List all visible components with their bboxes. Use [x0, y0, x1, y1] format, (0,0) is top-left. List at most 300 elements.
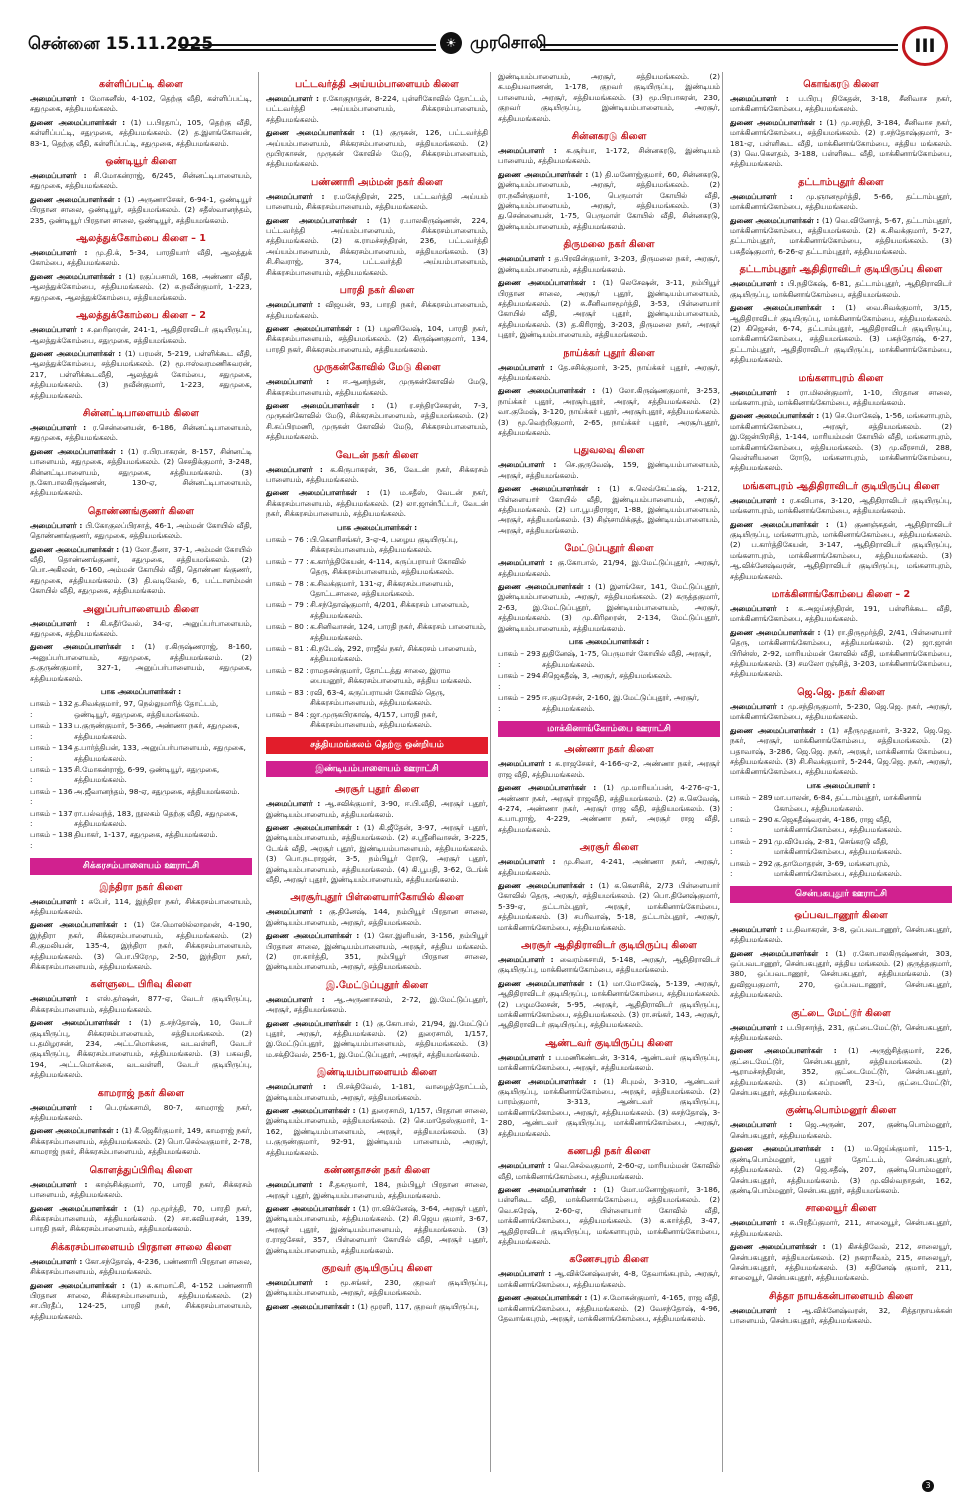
member-entry [266, 1302, 488, 1312]
member-entry [30, 994, 252, 1015]
role-label: துணை அமைப்பாளர்கள் : [498, 1293, 591, 1303]
branch-title: பட்டவர்த்தி அய்யம்பாளையம் கிளை [295, 79, 459, 90]
branch-title: ஆலத்துக்கோம்பை கிளை – 2 [76, 310, 206, 322]
member-details: (1) வை.சிவக்குமார், 3/15, ஆதிதிராவிடர் குடியிருப்பு, மாக்கினாங்கோம்பை, சத்தியமங்கலம். (2) கிஜெசன், 6-74, தட்டாம்புதூர், ஆதிதிராவிடர் குடியிருப்பு, மாக்கினாங்கோம்பை, சத்தியமங்கலம். (3) பசுந்தோஷ், 6-27, தட்டாம்புதூர், ஆதிதிராவிடர் குடியிருப்பு, மாக்கினாங்கோம்பை, சத்தியமங்கலம். [730, 303, 952, 365]
member-entry [730, 604, 952, 625]
member-details: கு.தினேஷ், 144, நம்பியூர் பிரதான சாலை, இண்டியம்பாளையம், அரசூர், சத்தியமங்கலம். [266, 907, 488, 927]
member-entry [498, 278, 720, 340]
branch-title: சின்னகரடு கிளை [571, 131, 647, 143]
branch-title: அரசூர் கிளை [579, 842, 639, 854]
member-details: இண்டியம்பாளையம், அரசூர், சத்தியமங்கலம். (2) க.மதியவாணன், 1-178, குறவர் குடியிருப்பு, இண்டியம் பாளையம், அரசூர், சத்தியமங்கலம். (3) மூ.பிரபாகரன், 230, குறவர் குடியிருப்பு, இண்டியம்பாளையம், அரசூர், சத்தியமங்கலம். [498, 72, 720, 123]
role-label: அமைப்பாளர் : [30, 1256, 86, 1266]
role-label: துணை அமைப்பாளர்கள் : [498, 582, 596, 592]
booth-row [266, 644, 488, 665]
booth-member: அ.ஜீவானந்தம், 98-ஏ, சதுமுகை, சத்தியமங்கலம். [74, 786, 240, 796]
section-banner: மாக்கினாங்கோம்பை ஊராட்சி [498, 721, 720, 737]
role-label: துணை அமைப்பாளர்கள் : [30, 117, 131, 127]
member-details: (1) பழனிவேஷ், 104, பாரதி நகர், சிக்கரசம்பாளையம், சத்தியமங்கலம். (2) கிருஷ்ணகுமார், 134, பாரதி நகர், சிக்கரசம்பாளையம், சத்தியமங்கலம். [266, 323, 488, 354]
branch-title: குண்டிபொம்மனூர் கிளை [785, 1105, 897, 1117]
role-label: அமைப்பாளர் : [730, 279, 788, 289]
member-details: (1) ர.பாலகிருஷ்ணன், 224, பட்டவர்த்தி அய்யம்பாளையம், சிக்கரசம்பாளையம், சத்தியமங்கலம். (2) க.ராமச்சந்திரன், 236, பட்டவர்த்தி அய்யம்பாளையம், சிக்கரசம்பாளையம், சத்தியமங்கலம். (3) சி.சிவராஜ், 374, பட்டவர்த்தி அய்யம்பாளையம், சிக்கரசம்பாளையம், சத்தியமங்கலம். [266, 215, 488, 277]
branch-title: பாரதி நகர் கிளை [339, 285, 415, 297]
member-details: (1) சதீருமுதுமார், 3-322, ஜெ.ஜெ. நகர், அரசூர், மாக்கினாங்கோம்பை, சத்தியமங்கலம். (2) பதாவாஷ், 3-286, ஜெ.ஜெ. நகர், அரசூர், மாக்கினாங் கோம்பை, சத்தியமங்கலம். (3) சி.சிவக்குமார், 5-244, ஜெ.ஜெ. நகர், அரசூர், மாக்கினாங்கோம்பை, சத்தியமங்கலம். [730, 725, 952, 777]
member-details: தே.சசிக்குமார், 3-25, நாய்க்கர் புதூர், அரசூர், சத்தியமங்கலம். [498, 362, 720, 382]
booth-member: துதினேஷ், 1-75, பெருமாள் கோயில் வீதி, அரசூர், சத்தியமங்கலம். [542, 649, 712, 669]
booth-number: பாகம் – 136 : [30, 786, 73, 807]
booth-member: ராமதசன்குமார், தோட்டத்து சாலை, இராம பையனூர், சிக்கரசம்பாளையம், சத்திய மங்கலம். [310, 665, 472, 686]
member-entry [266, 1278, 488, 1299]
member-details: (1) கி.ஜீதேன், 3-97, அரசூர் புதூர், இண்டியம்பாளையம், சத்தியமங்கலம். (2) ச.ஸ்ரீனிவாசன், 3-225, டேங்க் வீதி, அரசூர் புதூர், இண்டியம்பாளையம், சத்தியமங்கலம். (3) பொ.நடராஜன், 3-5, நம்பியூர் ரோடு, அரசூர் புதூர், இண்டியம்பாளையம், சத்தியமங்கலம். (4) கி.பூபதி, 3-62, டேங்க் வீதி, அரசூர் புதூர், இண்டியம்பாளையம், சத்தியமங்கலம். [266, 822, 488, 884]
member-details: கி.சுதீர்வேல், 34-ஏ, அனுப்பர்பாளையம், சதுமுகை, சத்தியமங்கலம். [30, 618, 252, 639]
role-label: துணை அமைப்பாளர்கள் : [730, 411, 822, 421]
role-label: அமைப்பாளர் : [498, 1161, 554, 1171]
member-entry [498, 72, 720, 124]
role-label: துணை அமைப்பாளர்கள் : [266, 822, 364, 832]
member-entry [266, 465, 488, 486]
role-label: அமைப்பாளர் : [498, 759, 556, 769]
branch-title: பண்ணாரி அம்மன் நகர் கிளை [311, 176, 443, 188]
member-details: பி.கோகுலப்பிரசாத், 46-1, அம்மன் கோயில் வீதி, தொண்ணங்குணர், சதுமுகை, சத்தியமங்கலம். [30, 520, 252, 541]
booth-row [266, 622, 488, 643]
member-details: (1) துரைசாமி, 1/157, பிரதான சாலை, இண்டியம்பாளையம், சத்தியமங்கலம். (2) செ.மாதேஸ்குமார், 1-162, இண்டியம்பாளையம், அரசூர், சத்தியமங்கலம். (3) ப.குருண்குமார், 92-91, இண்டியம் பாளையம், அரசூர், சத்தியமங்கலம். [266, 1106, 488, 1157]
booth-row [266, 710, 488, 731]
member-entry [266, 995, 488, 1016]
booth-heading: பாக அமைப்பாளர்கள் : [568, 637, 650, 647]
role-label: அமைப்பாளர் : [730, 495, 790, 505]
member-details: ப.பிரபு நிகேதன், 3-18, சீனிவாச நகர், மாக்கினாங்கோம்பை, சத்தியமங்கலம். [730, 94, 952, 114]
member-details: (1) ர.பிரபாகரன், 8-157, சின்னட்டி பாளையம், சதுமுகை, சத்தியமங்கலம். (2) செசதிக்குமார், 3-248, சின்னட்டிபாளையம், சதுமுகை, சத்தியமங்கலம். (3) ந.கோபாலகிருஷ்ணன், 130-ஏ, சின்னட்டிபாளையம், சத்தியமங்கலம். [30, 446, 252, 498]
member-details: (1) ர.கிருஷ்ணராஜ், 8-160, அனுப்பர்பாளையம், சதுமுகை, சத்தியமங்கலம். (2) த.குருண்குமார், 327-1, அனுப்பர்பாளையம், சதுமுகை, சத்தியமங்கலம். [30, 642, 252, 683]
member-entry [30, 171, 252, 192]
role-label: துணை அமைப்பாளர்கள் : [30, 1203, 134, 1213]
role-label: அமைப்பாளர் : [730, 1305, 802, 1315]
branch-title: சித்தா நாயக்கன்பாளையம் கிளை [768, 1290, 914, 1302]
member-details: க.அஜய்சந்திரன், 191, பள்ளிக்கூட வீதி, மாக்கினாங்கோம்பை, சத்தியமங்கலம். [730, 604, 952, 624]
branch-title: அண்ணா நகர் கிளை [564, 744, 654, 756]
booth-member: ரா.பல்வந்த், 183, நூலகம் தெற்கு வீதி, சதுமுகை, சத்தியமங்கலம். [74, 808, 238, 828]
member-entry [266, 94, 488, 125]
booth-row [266, 579, 488, 600]
member-entry [730, 520, 952, 582]
booth-row [30, 830, 252, 851]
role-label: அமைப்பாளர் : [498, 362, 559, 372]
branch-title: ஒப்பவடாணூர் கிளை [794, 909, 888, 921]
booth-member: ஜா.முருகபிரகாஷ், 4/157, பாரதி நகர், சிக்கரசம்பாளையம், சத்தியமங்கலம். [310, 709, 438, 729]
role-label: துணை அமைப்பாளர்கள் : [498, 1184, 604, 1194]
role-label: அமைப்பாளர் : [730, 1120, 805, 1130]
branch-title: வேடன் நகர் கிளை [335, 449, 419, 461]
booth-row [30, 699, 252, 720]
role-label: அமைப்பாளர் : [730, 94, 799, 103]
branch-title: ஒண்டியூர் கிளை [105, 156, 177, 168]
member-entry [266, 192, 488, 213]
role-label: துணை அமைப்பாளர்கள் : [266, 215, 380, 225]
role-label: துணை அமைப்பாளர்கள் : [730, 519, 837, 529]
booth-row [30, 765, 252, 786]
role-label: அமைப்பாளர் : [498, 1269, 555, 1279]
member-details: பி.நதிகேஷ், 6-81, தட்டாம்புதூர், ஆதிதிராவிடர் குடியிருப்பு, மாக்கினாங்கோம்பை, சத்தியமங்கலம். [730, 279, 952, 299]
member-details: பி.சக்திவேல், 1-181, வாழைத்தோட்டம், இண்டியம்பாளையம், அரசூர், சத்தியமங்கலம். [266, 1082, 488, 1102]
member-entry [498, 881, 720, 933]
booth-number: பாகம் – 80 : [266, 622, 309, 632]
booth-number: பாகம் – 83 : [266, 687, 309, 697]
role-label: துணை அமைப்பாளர்கள் : [498, 169, 592, 179]
page-header [0, 0, 972, 72]
booth-number: பாகம் – 135 : [30, 764, 73, 785]
member-details: (1) கு.கோபால், 21/94, இ.மேட்டுப் புதூர், அரசூர், சத்தியமங்கலம். (2) துரைசாமி, 1/157, இ.மேட்டுப்புதூர், இண்டியம்பாளையம், சத்தியமங்கலம். (3) ம.சக்திவேல், 256-1, இ.மேட்டுப்புதூர், அரசூர், சத்தியமங்கலம். [266, 1018, 488, 1059]
role-label: துணை அமைப்பாளர்கள் : [266, 1203, 359, 1213]
branch-title: புதுவலவு கிளை [573, 445, 645, 457]
section-banner: சென்பகபுதூர் ஊராட்சி [730, 886, 952, 902]
role-label: துணை அமைப்பாளர்கள் : [730, 1046, 849, 1056]
header-rule-right [540, 44, 898, 51]
booth-member: க.சிவக்குமார், 131-ஏ, சிக்கரசம்பாளையம், தோட்டசாலை, சத்தியமங்கலம். [310, 578, 454, 599]
member-entry [730, 1046, 952, 1098]
role-label: அமைப்பாளர் : [266, 1082, 337, 1092]
member-entry [266, 128, 488, 170]
booth-member: சி.மோகன்ராஜ், 6-99, ஒண்டியூர், சதுமுகை, சத்தியமங்கலம். [74, 764, 220, 785]
member-details: (1) ம.சதீஸ், வேடன் நகர், சிக்கரசம்பாளையம், சத்தியமங்கலம். (2) லா.ஜான்பீட்டர், வேடன் நகர், சிக்கரசம்பாளையம், சத்தியமங்கலம். [266, 488, 488, 519]
role-label: துணை அமைப்பாளர்கள் : [266, 323, 365, 333]
member-entry [730, 388, 952, 409]
member-details: க.சூர்யா, 1-172, சின்னகரடு, இண்டியம் பாளையம், சத்தியமங்கலம். [498, 146, 720, 166]
role-label: அமைப்பாளர் : [730, 604, 799, 614]
member-entry [730, 1120, 952, 1141]
booth-member: த.பார்த்திபன், 133, அனுப்பர்பாளையம், சதுமுகை, சத்தியமங்கலம். [74, 743, 246, 763]
booth-member: மு.வியேஷ், 2-81, செங்கரடு வீதி, மாக்கினாங்கோம்பை, சத்தியமங்கலம். [774, 836, 902, 857]
role-label: அமைப்பாளர் : [30, 1102, 106, 1112]
booth-member: தியாகர், 1-137, சதுமுகை, சத்தியமங்கலம். [74, 830, 218, 840]
member-details: (1) கிசக்திவேல், 212, சாலையூர், சென்பகபுதூர், சத்தியமங்கலம். (2) நகராசீவம், 215, சாலையூர், சென்பகபுதூர், சத்தியமங்கலம். (3) சுதினேஷ் குமார், 211, சாலையூர், சென்பகபுதூர், சத்தியமங்கலம். [730, 1242, 952, 1283]
member-entry [266, 931, 488, 973]
booth-member: மா.பாலன், 6-84, தட்டாம்புதூர், மாக்கினாங் கோம்பை, சத்தியமங்கலம். [774, 793, 922, 813]
role-label: அமைப்பாளர் : [266, 907, 330, 917]
member-entry [730, 496, 952, 517]
booth-number: பாகம் – 290 : [730, 814, 773, 835]
branch-title: மேட்டுப்புதூர் கிளை [564, 543, 654, 555]
footer-page-number: 3 [922, 1480, 934, 1492]
booth-row [730, 859, 952, 880]
role-label: அமைப்பாளர் : [498, 460, 566, 470]
branch-title: கண்ணதாசன் நகர் கிளை [323, 1165, 430, 1177]
member-entry [266, 1106, 488, 1158]
member-entry [498, 1161, 720, 1182]
branch-title: குறவர் குடியிருப்பு கிளை [321, 1262, 433, 1274]
role-label: துணை அமைப்பாளர்கள் : [266, 1018, 363, 1028]
booth-heading: பாக அமைப்பாளர் : [806, 780, 876, 790]
branch-title: குட்டை மேட்டூர் கிளை [791, 1007, 891, 1019]
booth-row [498, 649, 720, 670]
branch-title: ஜெ.ஜெ. நகர் கிளை [797, 686, 885, 698]
member-entry [498, 460, 720, 481]
member-entry [30, 1204, 252, 1235]
role-label: துணை அமைப்பாளர்கள் : [266, 128, 373, 138]
booth-number: பாகம் – 137 : [30, 808, 73, 828]
member-details: ஆ.சவிக்குமார், 3-90, ஈ.பி.வீதி, அரசூர் புதூர், இண்டியம்பாளையம், சத்தியமங்கலம். [266, 799, 488, 819]
member-entry [30, 1257, 252, 1278]
member-details: (1) மோ.மனோஜ்குமார், 3-186, பள்ளிகூட வீதி, மாக்கினாங்கோம்பை, சத்தியமங்கலம். (2) வெ.சுரேஷ், 2-60-ஏ, பிள்ளையார் கோவில் வீதி, மாக்கினாங்கோம்பை, சத்தியமங்கலம். (3) க.கார்த்தி, 3-47, ஆதிதிராவிடர் குடியிருப்பு, மங்களாபுரம், மாக்கினாங்கோம்பை, சத்தியமங்கலம். [498, 1184, 720, 1246]
member-entry [498, 254, 720, 275]
member-details: சி.மோகன்ராஜ், 6/245, சின்னட்டிபாளையம், சதுமுகை, சத்தியமங்கலம். [30, 171, 252, 191]
role-label: அமைப்பாளர் : [30, 994, 97, 1004]
role-label: துணை அமைப்பாளர்கள் : [30, 920, 134, 930]
role-label: துணை அமைப்பாளர்கள் : [498, 783, 604, 793]
member-details: (1) சு.காமாட்சி, 4-152 பண்ணாரி பிரதான சாலை, சிக்கரசம்பாளையம், சத்தியமங்கலம். (2) சா.பிரதீப், 124-25, பாரதி நகர், சிக்கரசம்பாளையம், சத்தியமங்கலம். [30, 1280, 252, 1321]
role-label: துணை அமைப்பாளர்கள் : [498, 880, 599, 890]
branch-title: சாலையூர் கிளை [805, 1203, 877, 1215]
article-columns [30, 72, 950, 1472]
booth-number: பாகம் – 293 : [498, 649, 541, 669]
member-details: (1) கோ.இளியன், 3-156, நம்பியூர் பிரதான சாலை, இண்டியம்பாளையம், அரசூர், சத்திய மங்கலம். (2) ரா.கார்த்தி, 351, நம்பியூர் பிரதான சாலை, இண்டியம்பாளையம், அரசூர், சத்தியமங்கலம். [266, 931, 488, 972]
role-label: அமைப்பாளர் : [266, 1180, 329, 1190]
member-entry [730, 1242, 952, 1284]
role-label: அமைப்பாளர் : [730, 924, 787, 934]
edition-date: சென்னை 15.11.2025 [28, 34, 214, 54]
branch-title: திருமலை நகர் கிளை [563, 239, 655, 251]
member-entry [30, 1281, 252, 1323]
member-details: செ.குருவேஷ், 159, இண்டியம்பாளையம், அரசூர், சத்தியமங்கலம். [498, 460, 720, 480]
member-details: (1) பரமன், 5-219, பள்ளிக்கூட வீதி, ஆலத்துக்கோம்பை, சத்தியமங்கலம். (2) மூ.ஈஸ்வரமணிசுவரன், 217, பள்ளிக்கூடவீதி, ஆலத்துக் கோம்பை, சதுமுகை, சத்தியமங்கலம். (3) நவீன்குமார், 1-223, சதுமுகை, சத்தியமங்கலம். [30, 348, 252, 400]
member-entry [730, 949, 952, 1001]
role-label: அமைப்பாளர் : [30, 1179, 96, 1189]
role-label: அமைப்பாளர் : [266, 1277, 341, 1287]
booth-number: பாகம் – 76 : [266, 535, 309, 544]
member-details: ப.திவாகரன், 3-8, ஒப்பவடாணூர், சென்பகபுதூர், சத்தியமங்கலம். [730, 924, 952, 945]
member-entry [730, 726, 952, 778]
member-entry [266, 1019, 488, 1061]
role-label: அமைப்பாளர் : [30, 248, 96, 258]
member-entry [498, 783, 720, 835]
column-2 [266, 72, 488, 1472]
member-entry [30, 94, 252, 115]
member-details: மு.சிவா, 4-241, அண்ணா நகர், அரசூர், சத்தியமங்கலம். [498, 857, 720, 877]
member-details: ஜெ.அருண், 207, குண்டிபொம்மனூர், சென்பகபுதூர், சத்தியமங்கலம். [730, 1120, 952, 1140]
branch-title: கணபதி நகர் கிளை [567, 1146, 651, 1158]
branch-title: கணேசபுரம் கிளை [569, 1254, 649, 1266]
branch-title: கள்ளுடை பிரிவு கிளை [90, 979, 192, 991]
member-entry [30, 423, 252, 444]
branch-title: மங்களாபுரம் கிளை [798, 372, 884, 384]
member-entry [498, 170, 720, 232]
member-details: ர.சென்னையன், 6-186, சின்னட்டிபாளையம், சதுமுகை, சத்தியமங்கலம். [30, 422, 252, 443]
booth-number: பாகம் – 292 : [730, 858, 773, 878]
member-entry [498, 1185, 720, 1247]
member-entry [266, 823, 488, 885]
member-entry [498, 386, 720, 438]
role-label: துணை அமைப்பாளர்கள் : [30, 544, 122, 554]
member-details: (1) சே.மொஸில்லாஹன், 4-190, இந்திரா நகர், சிக்கரசம்பாளையம், சத்தியமங்கலம். (2) சி.குமலியன், 135-4, இந்திரா நகர், சிக்கரசம்பாளையம், சத்தியமங்கலம். (3) பொ.பிரேமு, 2-50, இந்திரா நகர், சிக்கரசம்பாளையம், சத்தியமங்கலம். [30, 920, 252, 971]
member-details: ப.மணிகண்டன், 3-314, ஆண்டவர் குடியிருப்பு, மாக்கினாங்கோம்பை, அரசூர், சத்தியமங்கலம். [498, 1052, 720, 1073]
member-details: த.பிரவின்குமார், 3-203, திருமலை நகர், அரசூர், இண்டியம்பாளையம், சத்தியமங்கலம். [498, 254, 720, 274]
booth-member: சிஜெகதீஷ், 3, அரசூர், சத்தியமங்கலம். [542, 671, 673, 681]
member-entry [730, 1218, 952, 1239]
member-entry [30, 897, 252, 918]
section-banner: இண்டியம்பாளையம் ஊராட்சி [266, 761, 488, 777]
member-entry [30, 1126, 252, 1157]
member-details: ர.மகேந்திரன், 225, பட்டவர்த்தி அய்யம் பாளையம், சிக்கரசம்பாளையம், சத்தியமங்கலம். [266, 191, 488, 212]
member-details: காஞ்சிக்குமார், 70, பாரதி நகர், சிக்கரசம் பாளையம், சத்தியமங்கலம். [30, 1179, 252, 1200]
role-label: அமைப்பாளர் : [498, 558, 558, 568]
booth-row [30, 743, 252, 764]
booth-heading: பாக அமைப்பாளர்கள் : [100, 687, 182, 697]
member-entry [498, 558, 720, 579]
member-entry [30, 1103, 252, 1124]
role-label: துணை அமைப்பாளர்கள் : [730, 1242, 832, 1252]
member-entry [498, 1293, 720, 1324]
member-details: சு.பிரதீப்குமார், 211, சாலையூர், சென்பகபுதூர், சத்தியமங்கலம். [730, 1218, 952, 1238]
column-4 [730, 72, 952, 1472]
role-label: அமைப்பாளர் : [266, 377, 343, 387]
branch-title: அரசூர் புதூர் கிளை [334, 784, 420, 796]
booth-row [30, 721, 252, 742]
role-label: துணை அமைப்பாளர்கள் : [30, 446, 129, 456]
booth-number: பாகம் – 77 : [266, 556, 309, 566]
member-entry [730, 1023, 952, 1044]
member-details: சுபேர், 114, இந்திரா நகர், சிக்கரசம்பாளையம், சத்தியமங்கலம். [30, 896, 252, 916]
member-entry [730, 1306, 952, 1327]
branch-title: தட்டாம்புதூர் கிளை [798, 176, 884, 188]
role-label: அமைப்பாளர் : [30, 896, 89, 906]
member-entry [30, 545, 252, 597]
member-entry [30, 521, 252, 542]
member-entry [30, 1180, 252, 1201]
member-entry [498, 955, 720, 976]
branch-title: இந்திரா நகர் கிளை [99, 881, 183, 893]
branch-title: முருகன்கோவில் மேடு கிளை [313, 362, 441, 374]
role-label: அமைப்பாளர் : [730, 701, 788, 711]
branch-title: கொளத்துப்பிரிவு கிளை [89, 1164, 193, 1176]
page-roman-number: III [902, 26, 948, 66]
role-label: அமைப்பாளர் : [498, 955, 560, 964]
member-entry [266, 324, 488, 355]
booth-row [498, 693, 720, 714]
branch-title: சிக்கரசம்பாளையம் பிரதான சாலை கிளை [50, 1241, 232, 1253]
member-details: (1) ர.சந்திரசேகரன், 7-3, முருகன்கோவில் மேடு, சிக்கரசம்பாளையம், சத்தியமங்கலம். (2) சி.சுப்பிரமணி, முருகன் கோவில் மேடு, சிக்கரசம்பாளையம், சத்தியமங்கலம். [266, 400, 488, 442]
member-details: ச.ஹரிஹரன், 241-1, ஆதிதிராவிடர் குடியிருப்பு, ஆலத்துக்கோம்பை, சதுமுகை, சத்தியமங்கலம். [30, 325, 252, 345]
booth-member: சி.சந்தோஷ்குமார், 4/201, சிக்கரசம் பாளையம், சத்தியமங்கலம். [310, 600, 470, 620]
member-entry [30, 248, 252, 269]
role-label: அமைப்பாளர் : [730, 387, 800, 397]
member-entry [266, 488, 488, 519]
role-label: அமைப்பாளர் : [266, 94, 323, 103]
member-details: வெ.செல்வகுமார், 2-60-ஏ, மாரியம்மன் கோவில் வீதி, மாக்கினாங்கோம்பை, சத்தியமங்கலம். [498, 1161, 720, 1181]
role-label: துணை அமைப்பாளர்கள் : [30, 194, 125, 204]
member-details: சு.ராஜசேகர், 4-166-ஏ-2, அண்ணா நகர், அரசூர் ராஜ வீதி, சத்தியமங்கலம். [498, 759, 720, 779]
booth-number: பாகம் – 134 : [30, 743, 73, 763]
member-details: (1) ர.கோபாலகிருஷ்ணன், 303, ஒப்பவடாணூர், சென்பகபுதூர், சத்திய மங்கலம். (2) குருத்தகுமார், 380, ஒப்பவடாணூர், சென்பகபுதூர், சத்தியமங்கலம். (3) துவிஜயகுமார், 270, ஒப்பவடாணூர், சென்பகபுதூர், சத்தியமங்கலம். [730, 948, 952, 1000]
member-details: (1) மா.மோகேஷ், 5-139, அரசூர், ஆதிதிராவிடர் குடியிருப்பு, மாக்கினாங்கோம்பை, சத்தியமங்கலம். (2) பழுமலேசன், 5-95, அரசூர், ஆதிதிராவிடர் குடியிருப்பு, மாக்கினாங்கோம்பை, சத்தியமங்கலம். (3) ரா.சங்கர், 143, அரசூர், ஆதிதிராவிடர் குடியிருப்பு, சத்தியமங்கலம். [498, 978, 720, 1030]
role-label: துணை அமைப்பாளர்கள் : [498, 978, 598, 988]
member-details: (1) ரகுப்பசாமி, 168, அண்ணா வீதி, ஆலத்துக்கோம்பை, சத்தியமங்கலம். (2) சு.நவீன்குமார், 1-223, சதுமுகை, ஆலத்துக்கோம்பை, சத்தியமங்கலம். [30, 271, 252, 302]
booth-row [266, 600, 488, 621]
booth-row [730, 815, 952, 836]
role-label: துணை அமைப்பாளர்கள் : [730, 1144, 845, 1154]
branch-title: மாக்கினாங்கோம்பை கிளை – 2 [771, 589, 911, 601]
branch-title: இ.மேட்டுப்புதூர் கிளை [325, 979, 429, 991]
member-entry [498, 1053, 720, 1074]
role-label: துணை அமைப்பாளர்கள் : [266, 1301, 358, 1311]
booth-row [730, 793, 952, 814]
booth-member: க.ஜெகதீஷ்வரன், 4-186, ராஜ வீதி, மாக்கினாங்கோம்பை, சத்தியமங்கலம். [774, 814, 902, 835]
member-details: எஸ்.தர்ஷன், 877-ஏ, வேடர் குடியிருப்பு, சிக்கரசம்பாளையம், சத்தியமங்கலம். [30, 994, 252, 1014]
booth-row [266, 688, 488, 709]
member-entry [30, 349, 252, 401]
booth-heading: பாக அமைப்பாளர்கள் : [336, 522, 418, 532]
booth-number: பாகம் – 78 : [266, 578, 309, 588]
booth-row [30, 787, 252, 808]
role-label: துணை அமைப்பாளர்கள் : [730, 215, 822, 225]
member-entry [266, 377, 488, 398]
member-details: (1) மு.மாரியப்பன், 4-276-ஏ-1, அண்ணா நகர், அரசூர் ராஜவீதி, சத்தியமங்கலம். (2) சு.கெவேஷ், 4-274, அண்ணா நகர், அரசூர் ராஜ வீதி, சத்தியமங்கலம். (3) க.பாபுராஜ், 4-229, அண்ணா நகர், அரசூர் ராஜ வீதி, சத்தியமங்கலம். [498, 783, 720, 834]
header-rule-left [178, 44, 436, 51]
booth-member: பி.கெளரிசங்கர், 3-ஏ-4, பழைய குடியிருப்பு, சிக்கரசம்பாளையம், சத்தியமங்கலம். [310, 535, 458, 555]
member-entry [730, 628, 952, 680]
member-entry [730, 192, 952, 213]
member-details: மூ.சங்கர், 230, குறவர் குடியிருப்பு, இண்டியம்பாளையம், அரசூர், சத்தியமங்கலம். [266, 1277, 488, 1298]
booth-row [266, 557, 488, 578]
member-entry [266, 216, 488, 278]
role-label: துணை அமைப்பாளர்கள் : [730, 117, 827, 127]
member-details: ஈ.ஆனந்தன், முருகன்கோவில் மேடு, சிக்கரசம்பாளையம், சத்தியமங்கலம். [266, 377, 488, 397]
role-label: துணை அமைப்பாளர்கள் : [266, 400, 387, 410]
booth-member: த.சிவக்குமார், 97, நெல்லுமாரித் தோட்டம், ஒண்டியூர், சதுமுகை, சத்தியமங்கலம். [74, 699, 219, 719]
role-label: துணை அமைப்பாளர்கள் : [498, 484, 610, 494]
role-label: அமைப்பாளர் : [730, 1218, 790, 1228]
member-entry [266, 799, 488, 820]
member-entry [30, 447, 252, 499]
member-details: ப.பிரசாந்த், 231, குட்டைமேட்டூர், சென்பகபுதூர், சத்தியமங்கலம். [730, 1022, 952, 1043]
booth-number: பாகம் – 79 : [266, 600, 309, 610]
member-entry [730, 925, 952, 946]
booth-row [266, 535, 488, 556]
role-label: துணை அமைப்பாளர்கள் : [730, 303, 846, 313]
member-details: (1) லோ.தீனா, 37-1, அம்மன் கோயில் வீதி, தொண்ணங்குணர், சதுமுகை, சத்தியமங்கலம். (2) பொ.அகிலன், 6-160, அம்மன் கோயில் வீதி, தொண்ண ங்குணர், சதுமுகை, சத்தியமங்கலம். (3) தி.வடிவேல், 6, பட்டாளம்மன் கோயில் வீதி, சதுமுகை, சத்தியமங்கலம். [30, 544, 252, 596]
branch-title: கொங்கரடு கிளை [803, 79, 879, 90]
member-entry [498, 363, 720, 384]
member-details: ஆ.விக்னேஷ்வரன், 4-8, தேவாங்கபுரம், அரசூர், மாக்கினாங்கோம்பை, சத்தியமங்கலம். [498, 1269, 720, 1289]
branch-title: நாய்க்கர் புதூர் கிளை [563, 347, 655, 359]
branch-title: தட்டாம்புதூர் ஆதிதிராவிடர் குடியிருப்பு கிளை [739, 264, 943, 276]
member-entry [266, 300, 488, 321]
member-details: ஆ.அருணாசலம், 2-72, இ.மேட்டுப்புதூர், அரசூர், சத்தியமங்கலம். [266, 994, 488, 1015]
member-details: (1) குருகன், 126, பட்டவர்த்தி அய்யம்பாளையம், சிக்கரசம்பாளையம், சத்தியமங்கலம். (2) மூபிரகாசன், முருகன் கோவில் மேடு, சிக்கரசம்பாளையம், சத்தியமங்கலம். [266, 128, 488, 169]
member-details: மு.சந்திருகுமார், 5-230, ஜெ.ஜெ. நகர், அரசூர், மாக்கினாங்கோம்பை, சத்தியமங்கலம். [730, 701, 952, 722]
member-details: ஆ.விக்னேஷ்வரன், 32, சித்தாநாயக்கன் பாளையம், சென்பகபுதூர், சத்தியமங்கலம். [730, 1305, 952, 1326]
newspaper-title: முரசொலி [470, 33, 547, 53]
section-banner: சத்தியமங்கலம் தெற்கு ஒன்றியம் [266, 737, 488, 753]
member-entry [30, 195, 252, 226]
booth-member: கி.நடேஷ், 292, ராஜீவ் நகர், சிக்கரசம் பாளையம், சத்தியமங்கலம். [310, 644, 477, 664]
member-details: பெ.ரங்கசாமி, 80-7, காமராஜ் நகர், சத்தியமங்கலம். [30, 1102, 252, 1123]
member-details: (1) த.சந்தோஷ், 10, வேடர் குடியிருப்பு, சிக்கரசம்பாளையம், சத்தியமங்கலம். (2) ப.தமிழரசன், 234, அட்டமொக்கை, வடவள்ளி, வேடர் குடியிருப்பு, சிக்கரசம்பாளையம், சத்தியமங்கலம். (3) பகவதி, 194, அட்டமொக்கை, வடவள்ளி, வேடர் குடியிருப்பு, சத்தியமங்கலம். [30, 1018, 252, 1080]
member-details: (1) ச.மோகன்குமார், 4-165, ராஜ வீதி, மாக்கினாங்கோம்பை, சத்தியமங்கலம். (2) வேசந்தோஷ், 4-96, தேவாங்கபுரம், அரசூர், மாக்கினாங்கோம்பை, சத்தியமங்கலம். [498, 1293, 720, 1323]
booth-number: பாகம் – 289 : [730, 793, 773, 813]
booth-number: பாகம் – 133 : [30, 721, 73, 741]
member-details: (1) ரா.விக்னேஷ், 3-64, அரசூர் புதூர், இண்டியம்பாளையம், சத்தியமங்கலம். (2) சி.ஜெய குமார், 3-67, அரசூர் புதூர், இண்டியம்பாளையம், சத்தியமங்கலம். (3) ர.ராஜசேகர், 357, பிள்ளையார் கோயில் வீதி, அரசூர் புதூர், இண்டியம்பாளையம், சத்தியமங்கலம். [266, 1203, 488, 1255]
member-entry [498, 146, 720, 167]
member-details: (1) செ.மோகேஷ், 1-56, மங்களாபுரம், மாக்கினாங்கோம்பை, அரசூர், சத்தியமங்கலம். (2) இ.ஜேன்பிரசித், 1-144, மாரியம்மன் கோயில் வீதி, மங்களாபுரம், மாக்கினாங்கோம்பை, சத்தியமங்கலம். (3) மு.வீரசாமி, 288, வெள்ளியனை ரோடு, மங்களாபுரம், மாக்கினாங்கோம்பை, சத்தியமங்கலம். [730, 411, 952, 473]
role-label: அமைப்பாளர் : [30, 422, 93, 432]
member-entry [30, 920, 252, 972]
role-label: அமைப்பாளர் : [498, 857, 564, 867]
member-entry [498, 1269, 720, 1290]
member-details: (1) மூரளி, 117, குறவர் குடியிருப்பு, [357, 1301, 479, 1311]
member-details: (1) மு.சரந்தி, 3-184, சீனிவாச நகர், மாக்கினாங்கோம்பை, சத்தியமங்கலம். (2) ர.சந்தோஷ்குமார், 3-181-ஏ, பள்ளிகூட வீதி, மாக்கினாங்கோம்பை, சத்திய மங்கலம். (3) வெ.கௌதம், 3-188, பள்ளிகூட வீதி, மாக்கினாங்கோம்பை, சத்தியமங்கலம். [730, 117, 952, 169]
member-details: மு.ஞானமூர்த்தி, 5-66, தட்டாம்புதூர், மாக்கினாங்கோம்பை, சத்தியமங்கலம். [730, 191, 952, 212]
member-details: கு.கோபால், 21/94, இ.மேட்டுப்புதூர், அரசூர், சத்தியமங்கலம். [498, 558, 720, 578]
role-label: துணை அமைப்பாளர்கள் : [266, 931, 365, 941]
role-label: அமைப்பாளர் : [730, 1022, 787, 1032]
